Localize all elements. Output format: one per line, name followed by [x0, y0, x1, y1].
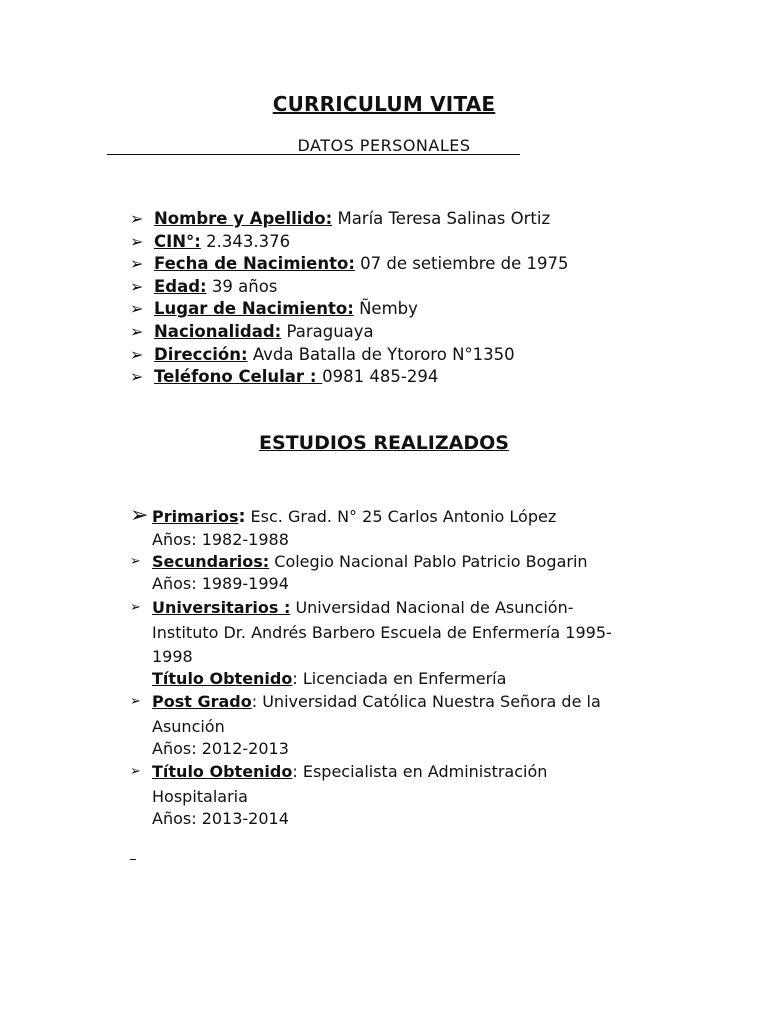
arrow-bullet-icon: ➢ — [130, 254, 144, 274]
personal-item-birthdate — [130, 253, 568, 276]
study-label: Título Obtenido — [152, 762, 293, 781]
document-title: CURRICULUM VITAE — [272, 92, 496, 116]
study-value: Universidad Nacional de Asunción- — [290, 598, 574, 617]
personal-value: 2.343.376 — [200, 231, 291, 251]
personal-item-nationality — [130, 321, 568, 344]
arrow-bullet-icon: ➢ — [130, 276, 144, 296]
study-years: Años: 2012-2013 — [152, 739, 289, 758]
study-label: Post Grado — [152, 692, 252, 711]
personal-label: Nacionalidad: — [154, 321, 282, 341]
arrow-bullet-icon: ➢ — [130, 321, 144, 341]
study-degree-line — [130, 669, 670, 689]
personal-label: CIN°: — [154, 231, 201, 251]
personal-value: 39 años — [206, 276, 278, 296]
study-years: Años: 1989-1994 — [152, 574, 289, 593]
personal-value: Ñemby — [353, 299, 418, 319]
study-value: : Universidad Católica Nuestra Señora de la — [251, 692, 601, 711]
personal-value: Paraguaya — [281, 321, 374, 341]
arrow-bullet-icon: ➢ — [130, 344, 144, 364]
personal-label: Fecha de Nacimiento: — [154, 254, 355, 274]
degree-label: Título Obtenido — [152, 669, 293, 688]
study-label-colon: : — [238, 507, 246, 527]
study-item-secundarios — [130, 551, 670, 574]
arrow-bullet-icon: ➢ — [130, 299, 144, 319]
study-item-universitarios — [130, 595, 670, 620]
study-years: Años: 1982-1988 — [152, 529, 289, 549]
personal-item-phone — [130, 366, 568, 389]
personal-label: Lugar de Nacimiento: — [154, 299, 354, 319]
personal-label: Nombre y Apellido: — [154, 209, 333, 228]
arrow-bullet-icon: ➢ — [130, 503, 149, 528]
personal-value: 07 de setiembre de 1975 — [354, 254, 569, 274]
study-item-post-grado — [130, 689, 670, 714]
study-value-continued: Hospitalaria — [152, 787, 248, 806]
personal-value: 0981 485-294 — [322, 367, 439, 387]
arrow-bullet-icon: ➢ — [130, 600, 141, 615]
personal-item-age — [130, 276, 568, 299]
study-value-continued: 1998 — [152, 647, 193, 666]
arrow-bullet-icon: ➢ — [130, 553, 141, 569]
section-heading-studies: ESTUDIOS REALIZADOS — [259, 432, 509, 454]
study-value-continued: Instituto Dr. Andrés Barbero Escuela de Enfermería 1995- — [152, 623, 612, 642]
personal-value: Avda Batalla de Ytororo N°1350 — [247, 344, 515, 364]
trailing-dash-mark — [130, 859, 136, 860]
study-value-continued: Asunción — [152, 717, 225, 736]
personal-label: Edad: — [154, 276, 207, 296]
arrow-bullet-icon: ➢ — [130, 231, 144, 251]
personal-item-name — [130, 208, 568, 231]
personal-value: María Teresa Salinas Ortiz — [332, 209, 551, 228]
personal-label: Dirección: — [154, 344, 248, 364]
degree-value: : Licenciada en Enfermería — [292, 669, 507, 688]
study-label: Secundarios: — [152, 551, 270, 571]
study-value: Esc. Grad. N° 25 Carlos Antonio López — [245, 507, 557, 526]
arrow-bullet-icon: ➢ — [130, 367, 144, 387]
personal-label: Teléfono Celular : — [154, 367, 323, 387]
personal-item-cin — [130, 231, 568, 254]
studies-list — [130, 503, 670, 829]
study-value: Colegio Nacional Pablo Patricio Bogarin — [269, 551, 588, 571]
study-item-titulo-especialista — [130, 759, 670, 784]
study-label: Primarios — [152, 507, 239, 526]
personal-item-address — [130, 344, 568, 367]
heading-underline-divider — [107, 154, 520, 155]
arrow-bullet-icon: ➢ — [130, 764, 141, 779]
arrow-bullet-icon: ➢ — [130, 694, 141, 709]
section-heading-personal-data: DATOS PERSONALES — [297, 136, 471, 155]
study-item-primarios — [130, 503, 670, 529]
personal-data-list — [130, 208, 568, 389]
study-years: Años: 2013-2014 — [152, 809, 289, 828]
study-label: Universitarios : — [152, 598, 291, 617]
study-value: : Especialista en Administración — [292, 762, 548, 781]
personal-item-birthplace — [130, 298, 568, 321]
arrow-bullet-icon: ➢ — [130, 209, 144, 228]
